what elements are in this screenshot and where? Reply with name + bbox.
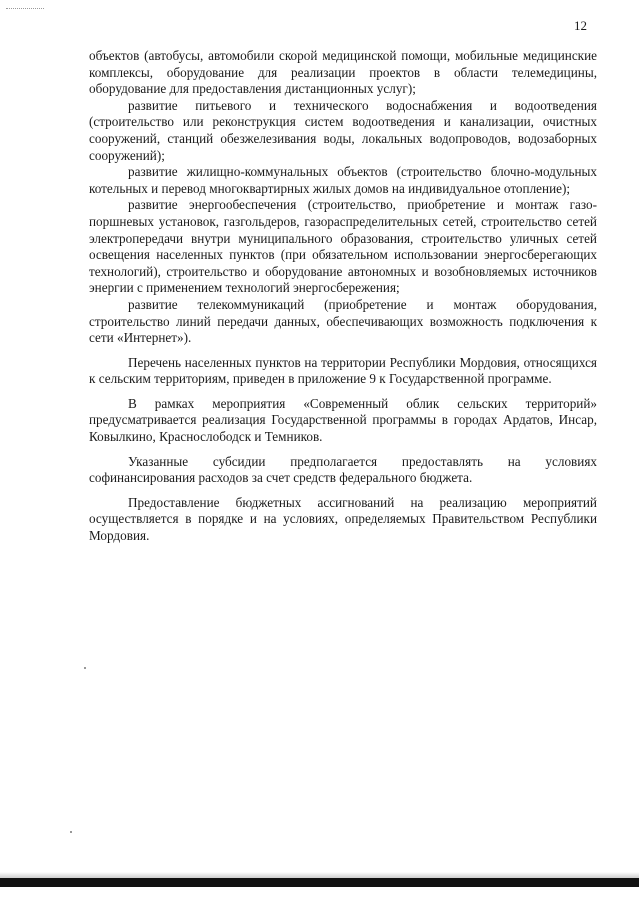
paragraph-water-supply: развитие питьевого и технического водоснабжения и водоотведения (строительство или реконструкция систем водоотведения и канализации, очистных сооружений, станций обезжелезивания воды, локальных водопроводов, водозаборных сооружений);	[89, 97, 597, 163]
paragraph-modern-rural-look: В рамках мероприятия «Современный облик сельских территорий» предусматривается реализация Государственной программы в городах Ардатов, Инсар, Ковылкино, Краснослободск и Темников.	[89, 395, 597, 445]
page-number: 12	[574, 18, 587, 33]
paragraph-medical-objects: объектов (автобусы, автомобили скорой медицинской помощи, мобильные медицинские комплексы, оборудование для реализации проектов в области телемедицины, оборудование для предоставления дистанционных услуг);	[89, 48, 597, 97]
paragraph-settlements-list: Перечень населенных пунктов на территории Республики Мордовия, относящихся к сельским территориям, приведен в приложение 9 к Государственной программе.	[89, 354, 597, 387]
scan-speck	[70, 831, 72, 833]
scan-speck	[84, 667, 86, 669]
paragraph-budget-allocations: Предоставление бюджетных ассигнований на реализацию мероприятий осуществляется в порядке и на условиях, определяемых Правительством Республики Мордовия.	[89, 494, 597, 544]
paragraph-housing-utilities: развитие жилищно-коммунальных объектов (строительство блочно-модульных котельных и перевод многоквартирных жилых домов на индивидуальное отопление);	[89, 164, 597, 196]
paragraph-subsidies: Указанные субсидии предполагается предоставлять на условиях софинансирования расходов за счет средств федерального бюджета.	[89, 453, 597, 486]
paragraph-energy-supply: развитие энергообеспечения (строительство, приобретение и монтаж газо-поршневых установок, газгольдеров, газораспределительных сетей, строительство сетей электропередачи внутри муниципального образования, строительство уличных сетей освещения населенных пунктов (при обязательном использовании энергосберегающих технологий), строительство и оборудование автономных и возобновляемых источников энергии с применением технологий энергосбережения;	[89, 197, 597, 296]
scan-edge-mark	[6, 8, 44, 9]
document-body	[89, 48, 597, 545]
paragraph-telecommunications: развитие телекоммуникаций (приобретение и монтаж оборудования, строительство линий передачи данных, обеспечивающих возможность подключения к сети «Интернет»).	[89, 296, 597, 346]
scan-bottom-edge	[0, 878, 639, 887]
